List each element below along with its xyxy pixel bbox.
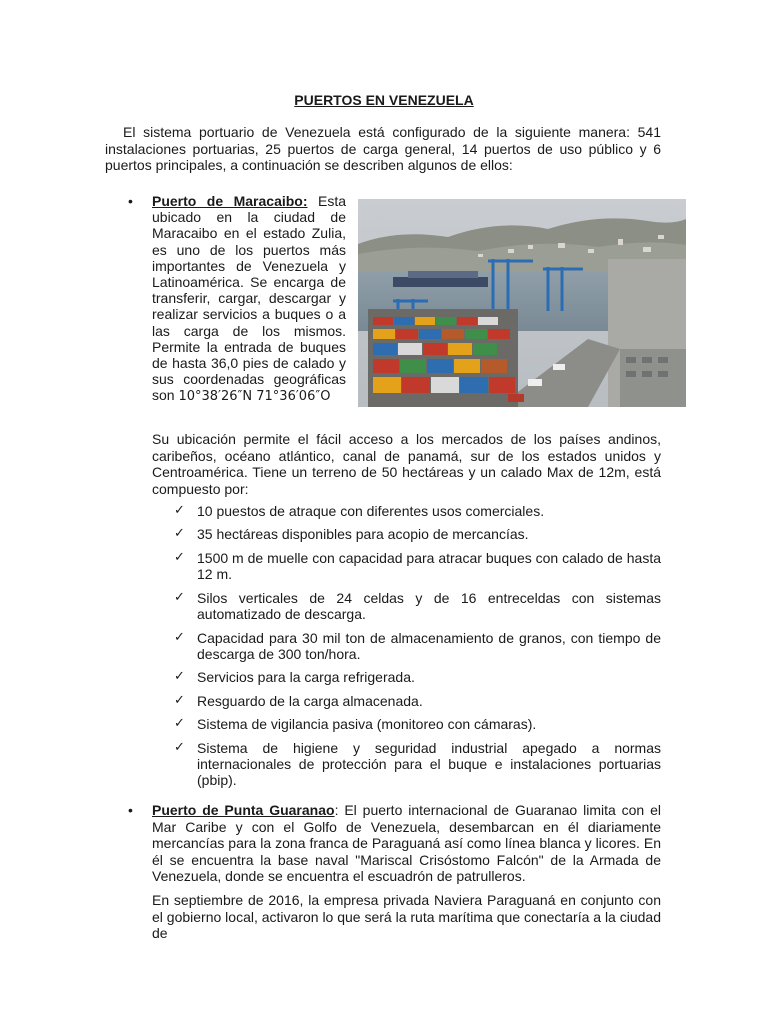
maracaibo-location-paragraph: Su ubicación permite el fácil acceso a los mercados de los países andinos, caribeños, océano atlántico, canal de panamá, sur de los estados unidos y Centroamérica. Tiene un terreno de 50 hectáreas y un calado Max de 12m, está compuesto por: [152, 431, 661, 497]
list-item: ✓ 35 hectáreas disponibles para acopio de mercancías. [174, 526, 529, 543]
checkmark-icon: ✓ [174, 629, 185, 645]
list-item: ✓ Sistema de vigilancia pasiva (monitoreo con cámaras). [174, 716, 537, 733]
list-item: ✓ 10 puestos de atraque con diferentes usos comerciales. [174, 503, 545, 519]
maracaibo-heading: Puerto de Maracaibo: [152, 193, 308, 209]
list-item: ✓ 1500 m de muelle con capacidad para atracar buques con calado de hasta 12 m. [174, 549, 661, 583]
checkmark-icon: ✓ [174, 526, 185, 542]
guaranao-heading: Puerto de Punta Guaranao [152, 802, 335, 818]
guaranao-paragraph [152, 802, 661, 885]
maracaibo-text: Esta ubicado en la ciudad de Maracaibo en el estado Zulia, es uno de los puertos más importantes de Venezuela y Latinoamérica. Se encarga de transferir, cargar, descargar y realizar servicios a buques o a las carga de los mismos. Permite la entrada de buques de hasta 36,0 pies de calado y sus coordenadas geográficas son [152, 193, 346, 404]
checkmark-icon: ✓ [174, 549, 185, 565]
port-photo [358, 199, 686, 407]
maracaibo-coordinates: 10°38′26″N 71°36′06″O [178, 389, 331, 405]
checkmark-icon: ✓ [174, 669, 185, 685]
list-item: ✓ Resguardo de la carga almacenada. [174, 692, 423, 709]
intro-text: El sistema portuario de Venezuela está configurado de la siguiente manera: 541 instalaciones portuarias, 25 puertos de carga general, 14 puertos de uso público y 6 puertos principales, a continuación se describen algunos de ellos: [105, 124, 661, 173]
checkmark-icon: ✓ [174, 739, 185, 755]
checkmark-icon: ✓ [174, 716, 185, 732]
checkmark-icon: ✓ [174, 589, 185, 605]
list-item: ✓ Servicios para la carga refrigerada. [174, 669, 415, 686]
bullet-marker-guaranao: • [128, 802, 133, 818]
list-item: ✓ Silos verticales de 24 celdas y de 16 entreceldas con sistemas automatizado de descarga. [174, 589, 661, 623]
maracaibo-description [152, 193, 346, 406]
list-item: ✓ Capacidad para 30 mil ton de almacenamiento de granos, con tiempo de descarga de 300 ton/hora. [174, 629, 661, 662]
page-title: PUERTOS EN VENEZUELA [294, 92, 474, 108]
checkmark-icon: ✓ [174, 503, 185, 518]
list-item: ✓ Sistema de higiene y seguridad industrial apegado a normas internacionales de protección para el buque e instalaciones portuarias (pbip). [174, 739, 661, 789]
checkmark-icon: ✓ [174, 692, 185, 708]
guaranao-paragraph-2: En septiembre de 2016, la empresa privada Naviera Paraguaná en conjunto con el gobierno local, activaron lo que será la ruta marítima que conectaría a la ciudad de [152, 892, 661, 941]
maracaibo-features-list [174, 503, 661, 796]
guaranao-text: : El puerto internacional de Guaranao limita con el Mar Caribe y con el Golfo de Venezuela, desembarcan en él diariamente mercancías para la zona franca de Paraguaná así como línea blanca y licores. En él se encuentra la base naval "Mariscal Crisóstomo Falcón" de la Armada de Venezuela, donde se encuentra el escuadrón de patrulleros. [152, 802, 661, 884]
bullet-marker-maracaibo: • [128, 193, 133, 209]
intro-paragraph [105, 124, 661, 174]
